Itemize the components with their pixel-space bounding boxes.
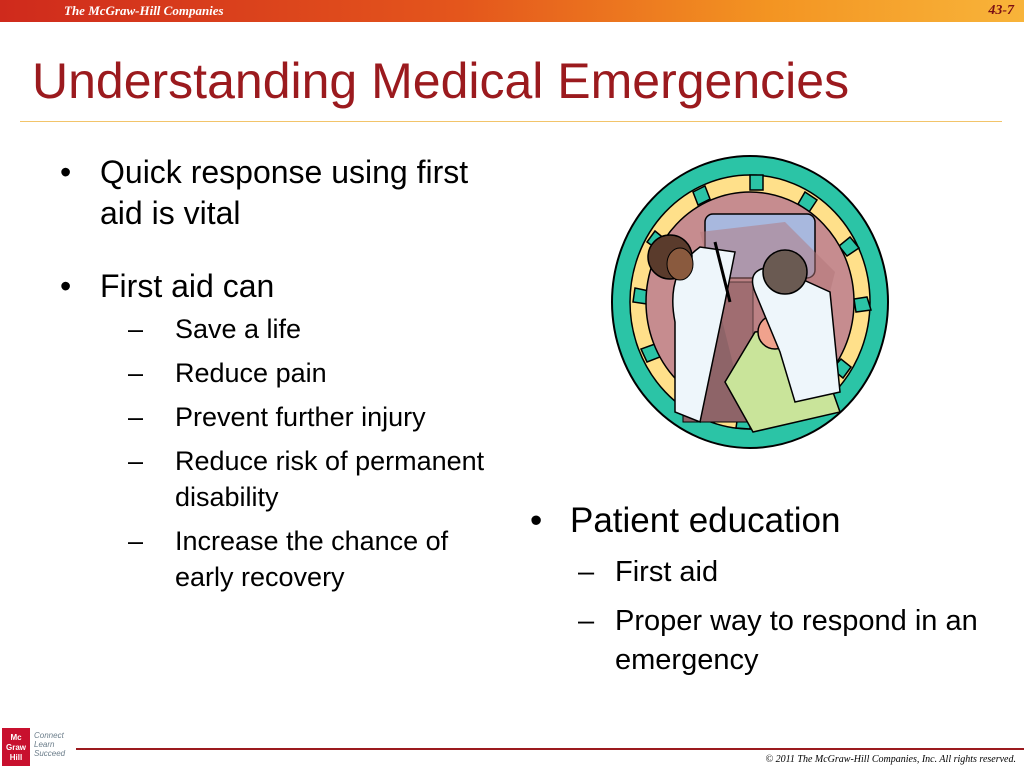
tagline-line: Connect [34,731,64,740]
paramedics-ambulance-illustration-icon [605,152,895,452]
mcgraw-hill-logo-icon [2,728,30,766]
sub-bullet-item: – Reduce pain [128,358,327,388]
copyright-notice: © 2011 The McGraw-Hill Companies, Inc. All rights reserved. [765,754,1016,765]
brand-name: The McGraw-Hill Companies [64,3,224,18]
left-bullet-list [60,152,510,627]
sub-bullet-text: Increase the chance of early recovery [175,526,449,592]
slide-number: 43-7 [988,3,1014,18]
tagline-line: Learn [34,740,55,749]
svg-text:Graw: Graw [5,743,27,752]
header-bar [0,0,1024,22]
sub-bullet-text: Save a life [175,314,302,344]
bullet-item: • First aid can – Save a life – Reduce pain – Prevent further injury – Reduce risk of permanent disability – Increase the chance of early recovery [60,266,510,595]
mcgraw-hill-logo [2,728,30,766]
sub-bullet-item: – Prevent further injury [128,402,426,432]
sub-bullet-list [570,553,1010,680]
tagline [34,731,78,758]
tagline-line: Succeed [34,749,66,758]
footer-divider [76,748,1024,750]
right-bullet-list [530,499,1010,680]
sub-bullet-item: – First aid [578,556,719,588]
sub-bullet-text: Reduce pain [175,358,327,388]
slide-title: Understanding Medical Emergencies [32,53,850,109]
sub-bullet-item: – Reduce risk of permanent disability [128,446,485,512]
bullet-text: First aid can [100,268,275,304]
svg-text:Hill: Hill [9,753,23,762]
bullet-item: • Quick response using first aid is vital [60,154,469,231]
bullet-text: Patient education [570,501,841,540]
sub-bullet-list [100,311,510,595]
sub-bullet-item: – Increase the chance of early recovery [128,526,449,592]
sub-bullet-text: First aid [615,556,719,588]
sub-bullet-item: – Save a life [128,314,302,344]
sub-bullet-item: – Proper way to respond in an emergency [578,605,978,676]
svg-text:Mc: Mc [10,733,22,742]
sub-bullet-text: Reduce risk of permanent disability [175,446,485,512]
bullet-text: Quick response using first aid is vital [100,154,469,231]
sub-bullet-text: Proper way to respond in an emergency [615,605,978,676]
title-divider [20,121,1002,122]
bullet-item: • Patient education – First aid – Proper way to respond in an emergency [530,499,1010,680]
sub-bullet-text: Prevent further injury [175,402,426,432]
